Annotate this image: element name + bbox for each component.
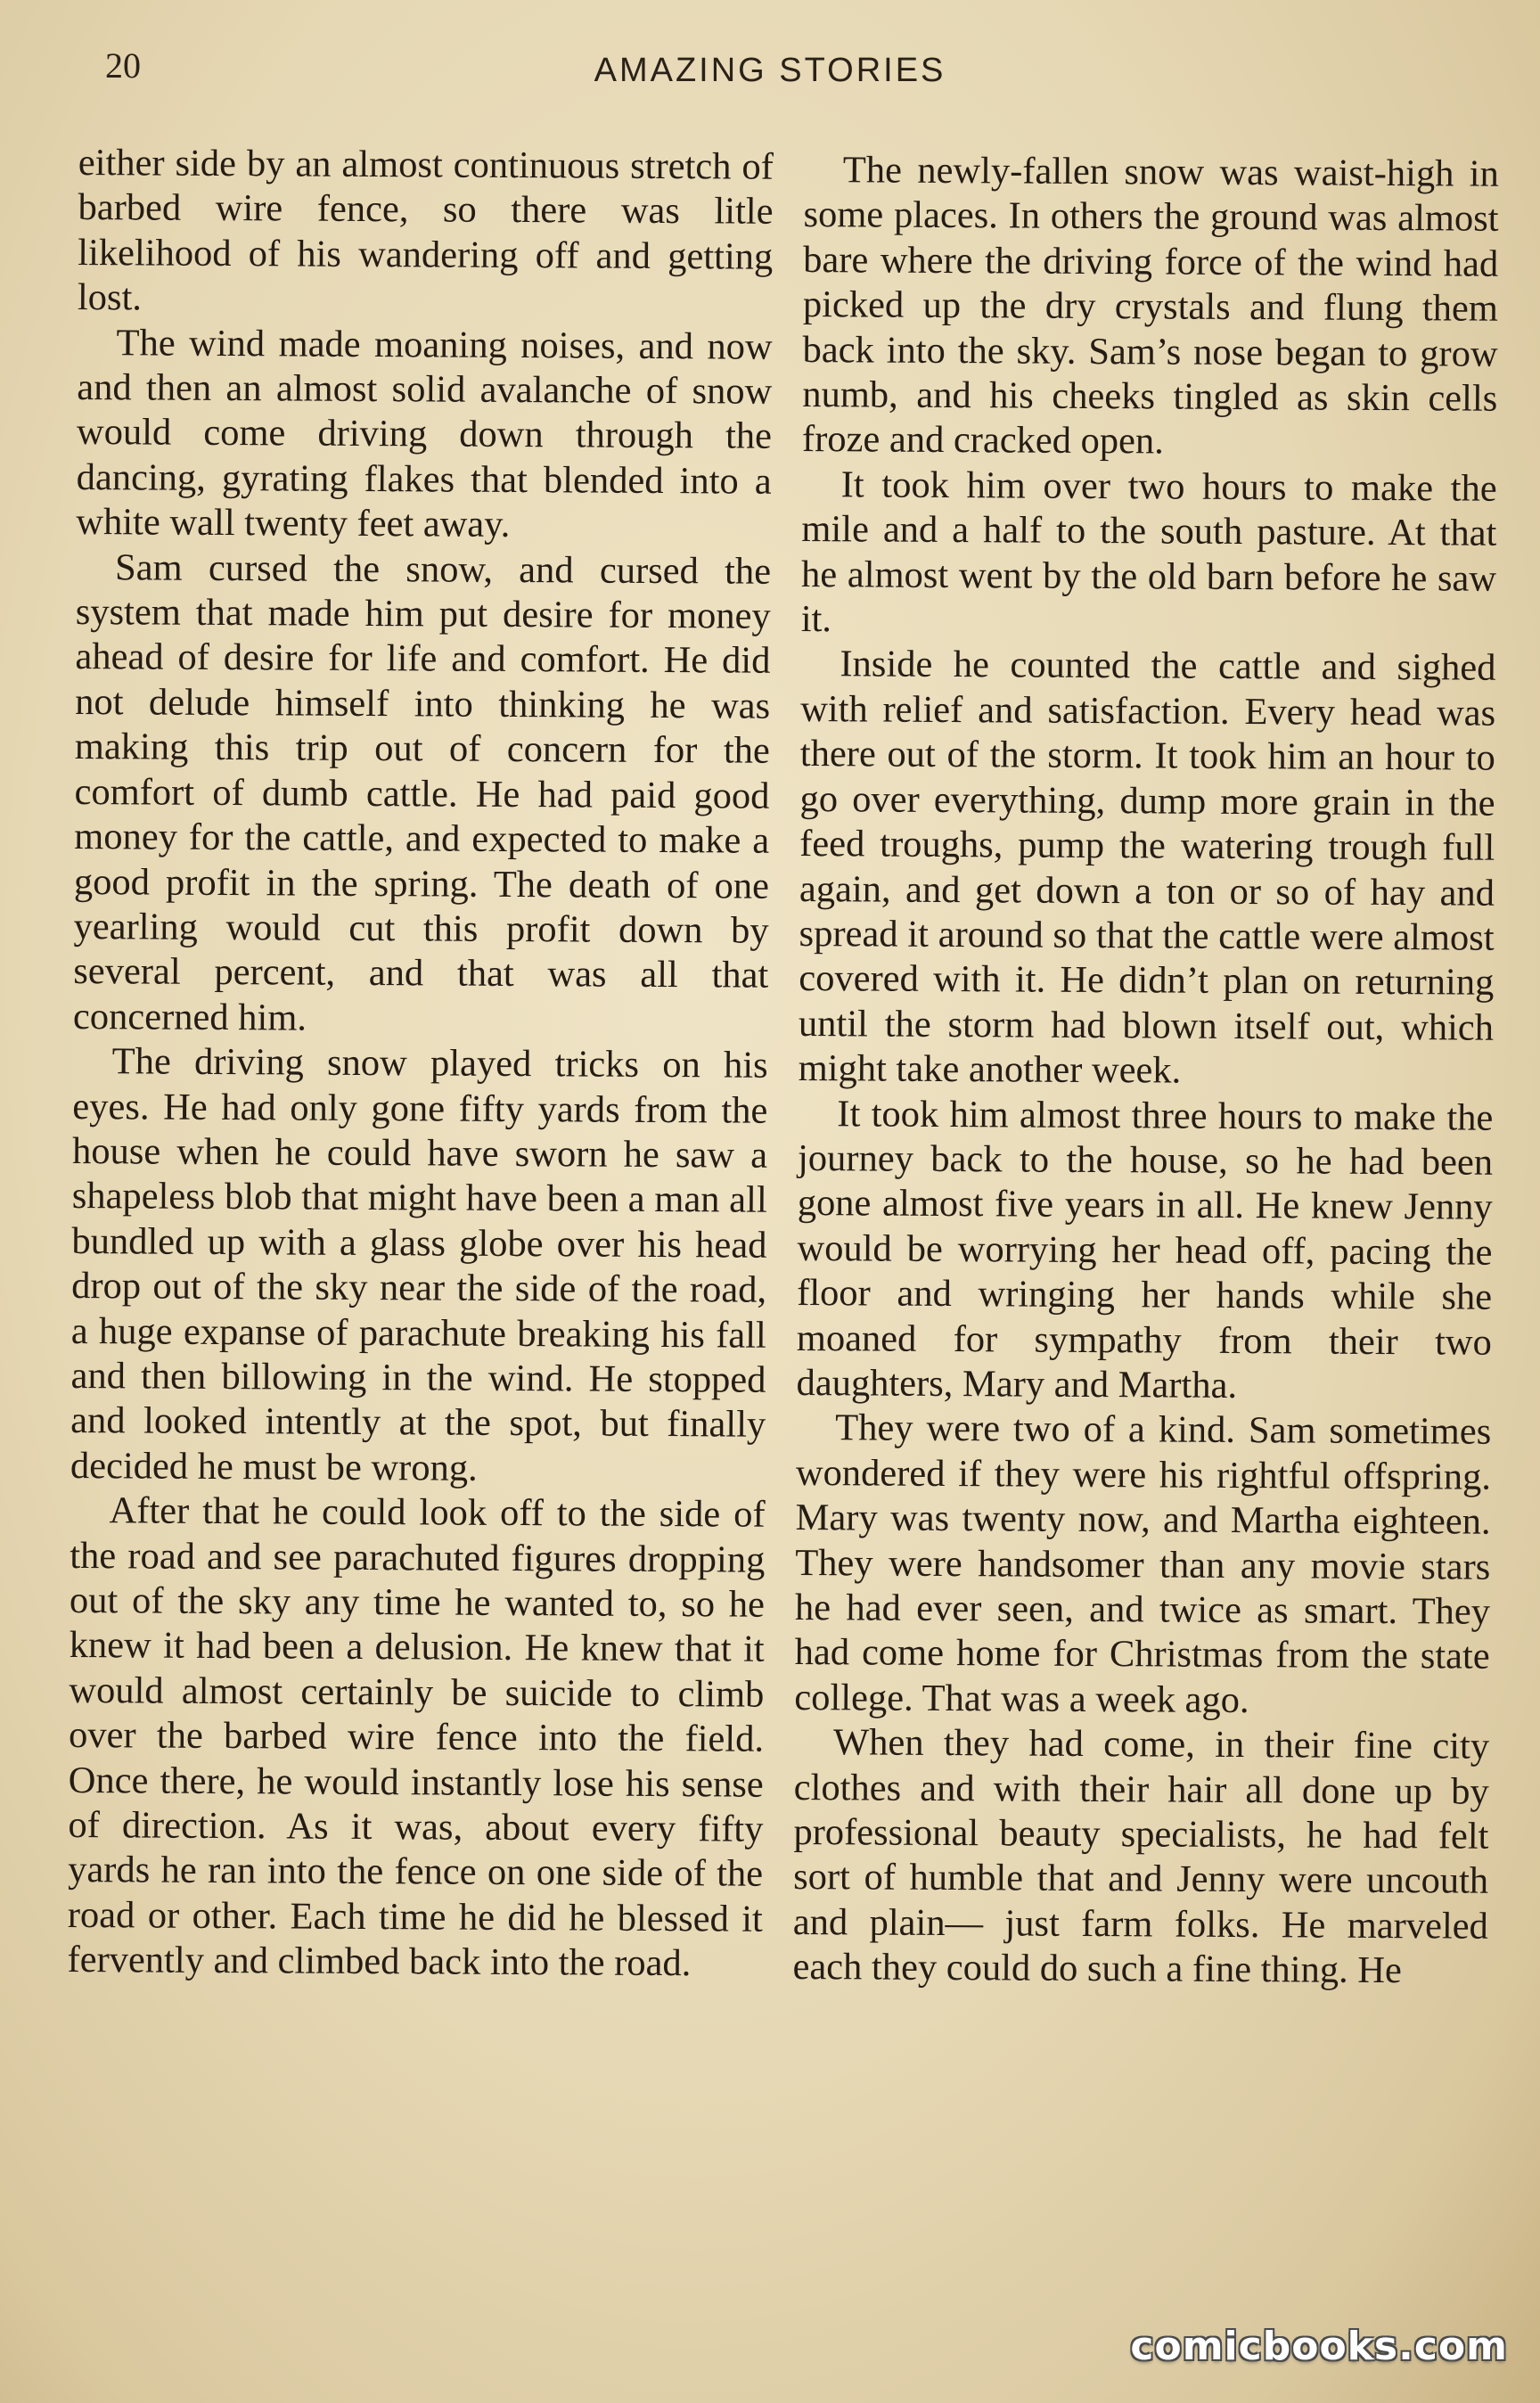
- right-column: [792, 148, 1499, 1994]
- running-head: AMAZING STORIES: [594, 52, 946, 89]
- paragraph: The newly-fallen snow was waist-high in some places. In others the ground was almost bare where the driving force of the wind had picked up the dry crystals and flung them back into the sky. Sam’s nose began to grow numb, and his cheeks tingled as skin cells froze and cracked open.: [801, 149, 1499, 463]
- page-number: 20: [105, 45, 141, 86]
- watermark-logo: comicbooks.com: [1130, 2324, 1508, 2369]
- paragraph: It took him over two hours to make the mile and a half to the south pasture. At that he almost went by the old barn before he saw it.: [800, 463, 1497, 641]
- paragraph: The wind made moaning noises, and now and then an almost solid avalanche of snow would come driving down through the dancing, gyrating flakes that blended into a white wall twenty feet away.: [76, 321, 773, 546]
- left-column: [67, 141, 774, 1987]
- paragraph: They were two of a kind. Sam sometimes wondered if they were his rightful offspring. Mary was twenty now, and Martha eighteen. They were handsomer than any movie stars he had ever seen, and twice as smart. They had come home for Christmas from the state college. That was a week ago.: [794, 1407, 1492, 1721]
- paragraph: When they had come, in their fine city clothes and with their hair all done up by professional beauty specialists, he had felt sort of humble that and Jenny were uncouth and plain— just farm folks. He marveled each they could do such a fine thing. He: [792, 1721, 1490, 1992]
- paragraph: It took him almost three hours to make the journey back to the house, so he had been gone almost five years in all. He knew Jenny would be worrying her head off, pacing the floor and wringing her hands while she moaned for sympathy from their two daughters, Mary and Martha.: [796, 1092, 1494, 1407]
- paragraph: Sam cursed the snow, and cursed the system that made him put desire for money ahead of desire for life and comfort. He did not delude himself into thinking he was making this trip out of concern for the comfort of dumb cattle. He had paid good money for the cattle, and expected to make a good profit in the spring. The death of one yearling would cut this profit down by several percent, and that was all that concerned him.: [72, 545, 772, 1039]
- paragraph: After that he could look off to the side of the road and see parachuted figures dropping out of the sky any time he wanted to, so he knew it had been a delusion. He knew that it would almost certainly be suicide to climb over the barbed wire fence into the field. Once there, he would instantly lose his sense of direction. As it was, about every fifty yards he ran into the fence on one side of the road or other. Each time he did he blessed it fervently and climbed back into the road.: [67, 1489, 766, 1985]
- paragraph: Inside he counted the cattle and sighed with relief and satisfaction. Every head was there out of the storm. It took him an hour to go over everything, dump more grain in the feed troughs, pump the watering trough full again, and get down a ton or so of hay and spread it around so that the cattle were almost covered with it. He didn’t plan on returning until the storm had blown itself out, which might take another week.: [798, 643, 1496, 1092]
- paragraph: either side by an almost continuous stretch of barbed wire fence, so there was litle likelihood of his wandering off and getting lost.: [77, 141, 774, 319]
- paragraph: The driving snow played tricks on his eyes. He had only gone fifty yards from the house when he could have sworn he saw a shapeless blob that might have been a man all bundled up with a glass globe over his head drop out of the sky near the side of the road, a huge expanse of parachute breaking his fall and then billowing in the wind. He stopped and looked intently at the spot, but finally decided he must be wrong.: [70, 1040, 768, 1489]
